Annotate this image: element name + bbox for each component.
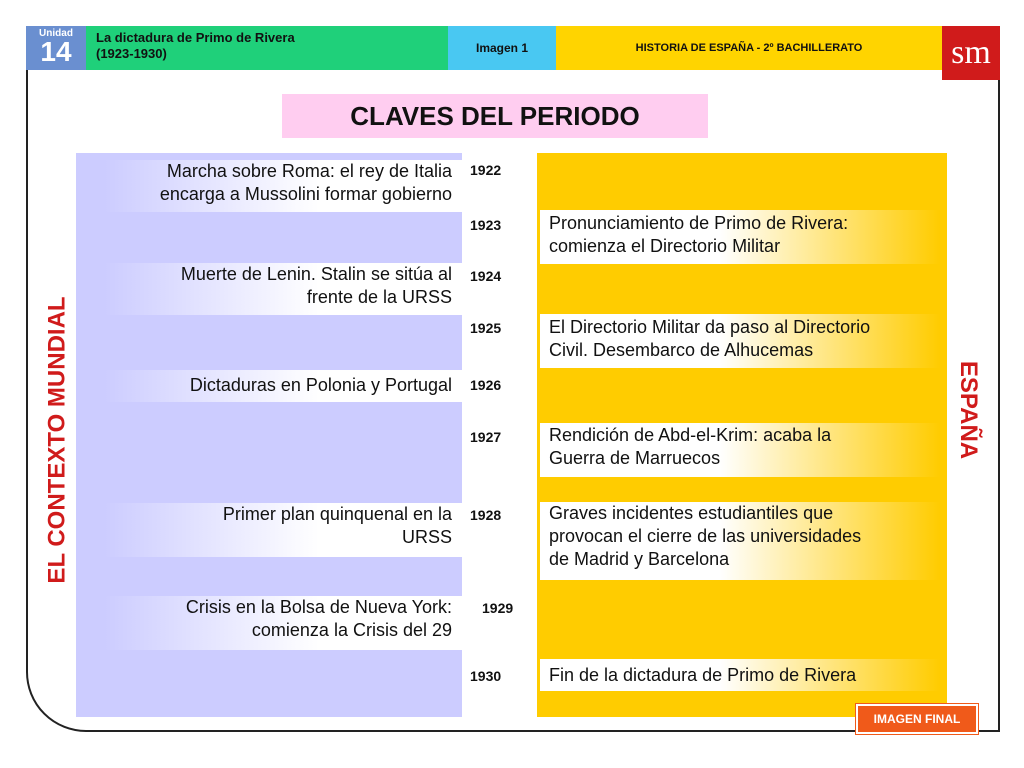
world-event-line: URSS	[401, 527, 452, 547]
world-context-heading	[38, 290, 78, 590]
spain-event-line: de Madrid y Barcelona	[549, 549, 730, 569]
year-label: 1930	[470, 668, 502, 684]
year-label: 1925	[470, 320, 502, 336]
world-event-line: Marcha sobre Roma: el rey de Italia	[166, 161, 452, 181]
spain-event-line: Civil. Desembarco de Alhucemas	[549, 340, 814, 360]
world-event	[104, 263, 462, 315]
world-event-line: encarga a Mussolini formar gobierno	[159, 184, 452, 204]
year-label: 1928	[470, 507, 502, 523]
unit-title-line2: (1923-1930)	[96, 46, 167, 61]
spain-event	[540, 659, 940, 691]
world-event	[104, 370, 462, 402]
spain-event-line: provocan el cierre de las universidades	[549, 526, 862, 546]
spain-event	[540, 502, 940, 580]
spain-event-line: Fin de la dictadura de Primo de Rivera	[549, 665, 857, 685]
unit-number: 14	[40, 36, 72, 67]
world-event-line: Muerte de Lenin. Stalin se sitúa al	[180, 264, 452, 284]
spain-heading-text: ESPAÑA	[955, 360, 982, 460]
year-label: 1927	[470, 429, 502, 445]
unit-label: Unidad	[39, 28, 73, 39]
sm-logo: sm	[942, 26, 1000, 80]
world-event-line: Crisis en la Bolsa de Nueva York:	[185, 597, 452, 617]
year-label: 1929	[482, 600, 514, 616]
unit-badge	[26, 26, 86, 70]
image-label: Imagen 1	[448, 26, 556, 70]
world-event-line: frente de la URSS	[306, 287, 452, 307]
world-event-line: Primer plan quinquenal en la	[222, 504, 452, 524]
unit-title	[86, 26, 448, 70]
spain-event-line: Pronunciamiento de Primo de Rivera:	[549, 213, 849, 233]
spain-event-line: Graves incidentes estudiantiles que	[549, 503, 834, 523]
spain-event-line: Guerra de Marruecos	[549, 448, 721, 468]
spain-event	[540, 314, 940, 368]
page-title: CLAVES DEL PERIODO	[282, 94, 708, 138]
spain-event	[540, 423, 940, 477]
year-label: 1922	[470, 162, 502, 178]
spain-heading	[948, 355, 988, 465]
unit-title-line1: La dictadura de Primo de Rivera	[96, 30, 295, 45]
world-event	[104, 160, 462, 212]
world-event	[104, 596, 462, 650]
spain-event-line: Rendición de Abd-el-Krim: acaba la	[549, 425, 832, 445]
spain-event-line: El Directorio Militar da paso al Directorio	[549, 317, 871, 337]
spain-event-line: comienza el Directorio Militar	[549, 236, 781, 256]
world-event-line: comienza la Crisis del 29	[251, 620, 452, 640]
world-event	[104, 503, 462, 557]
year-label: 1924	[470, 268, 502, 284]
year-label: 1923	[470, 217, 502, 233]
final-image-button[interactable]: IMAGEN FINAL	[856, 704, 978, 734]
world-context-heading-text: EL CONTEXTO MUNDIAL	[44, 296, 71, 584]
year-label: 1926	[470, 377, 502, 393]
spain-event	[540, 210, 940, 264]
subject-label: HISTORIA DE ESPAÑA - 2º BACHILLERATO	[556, 26, 942, 70]
world-event-line: Dictaduras en Polonia y Portugal	[189, 375, 452, 395]
